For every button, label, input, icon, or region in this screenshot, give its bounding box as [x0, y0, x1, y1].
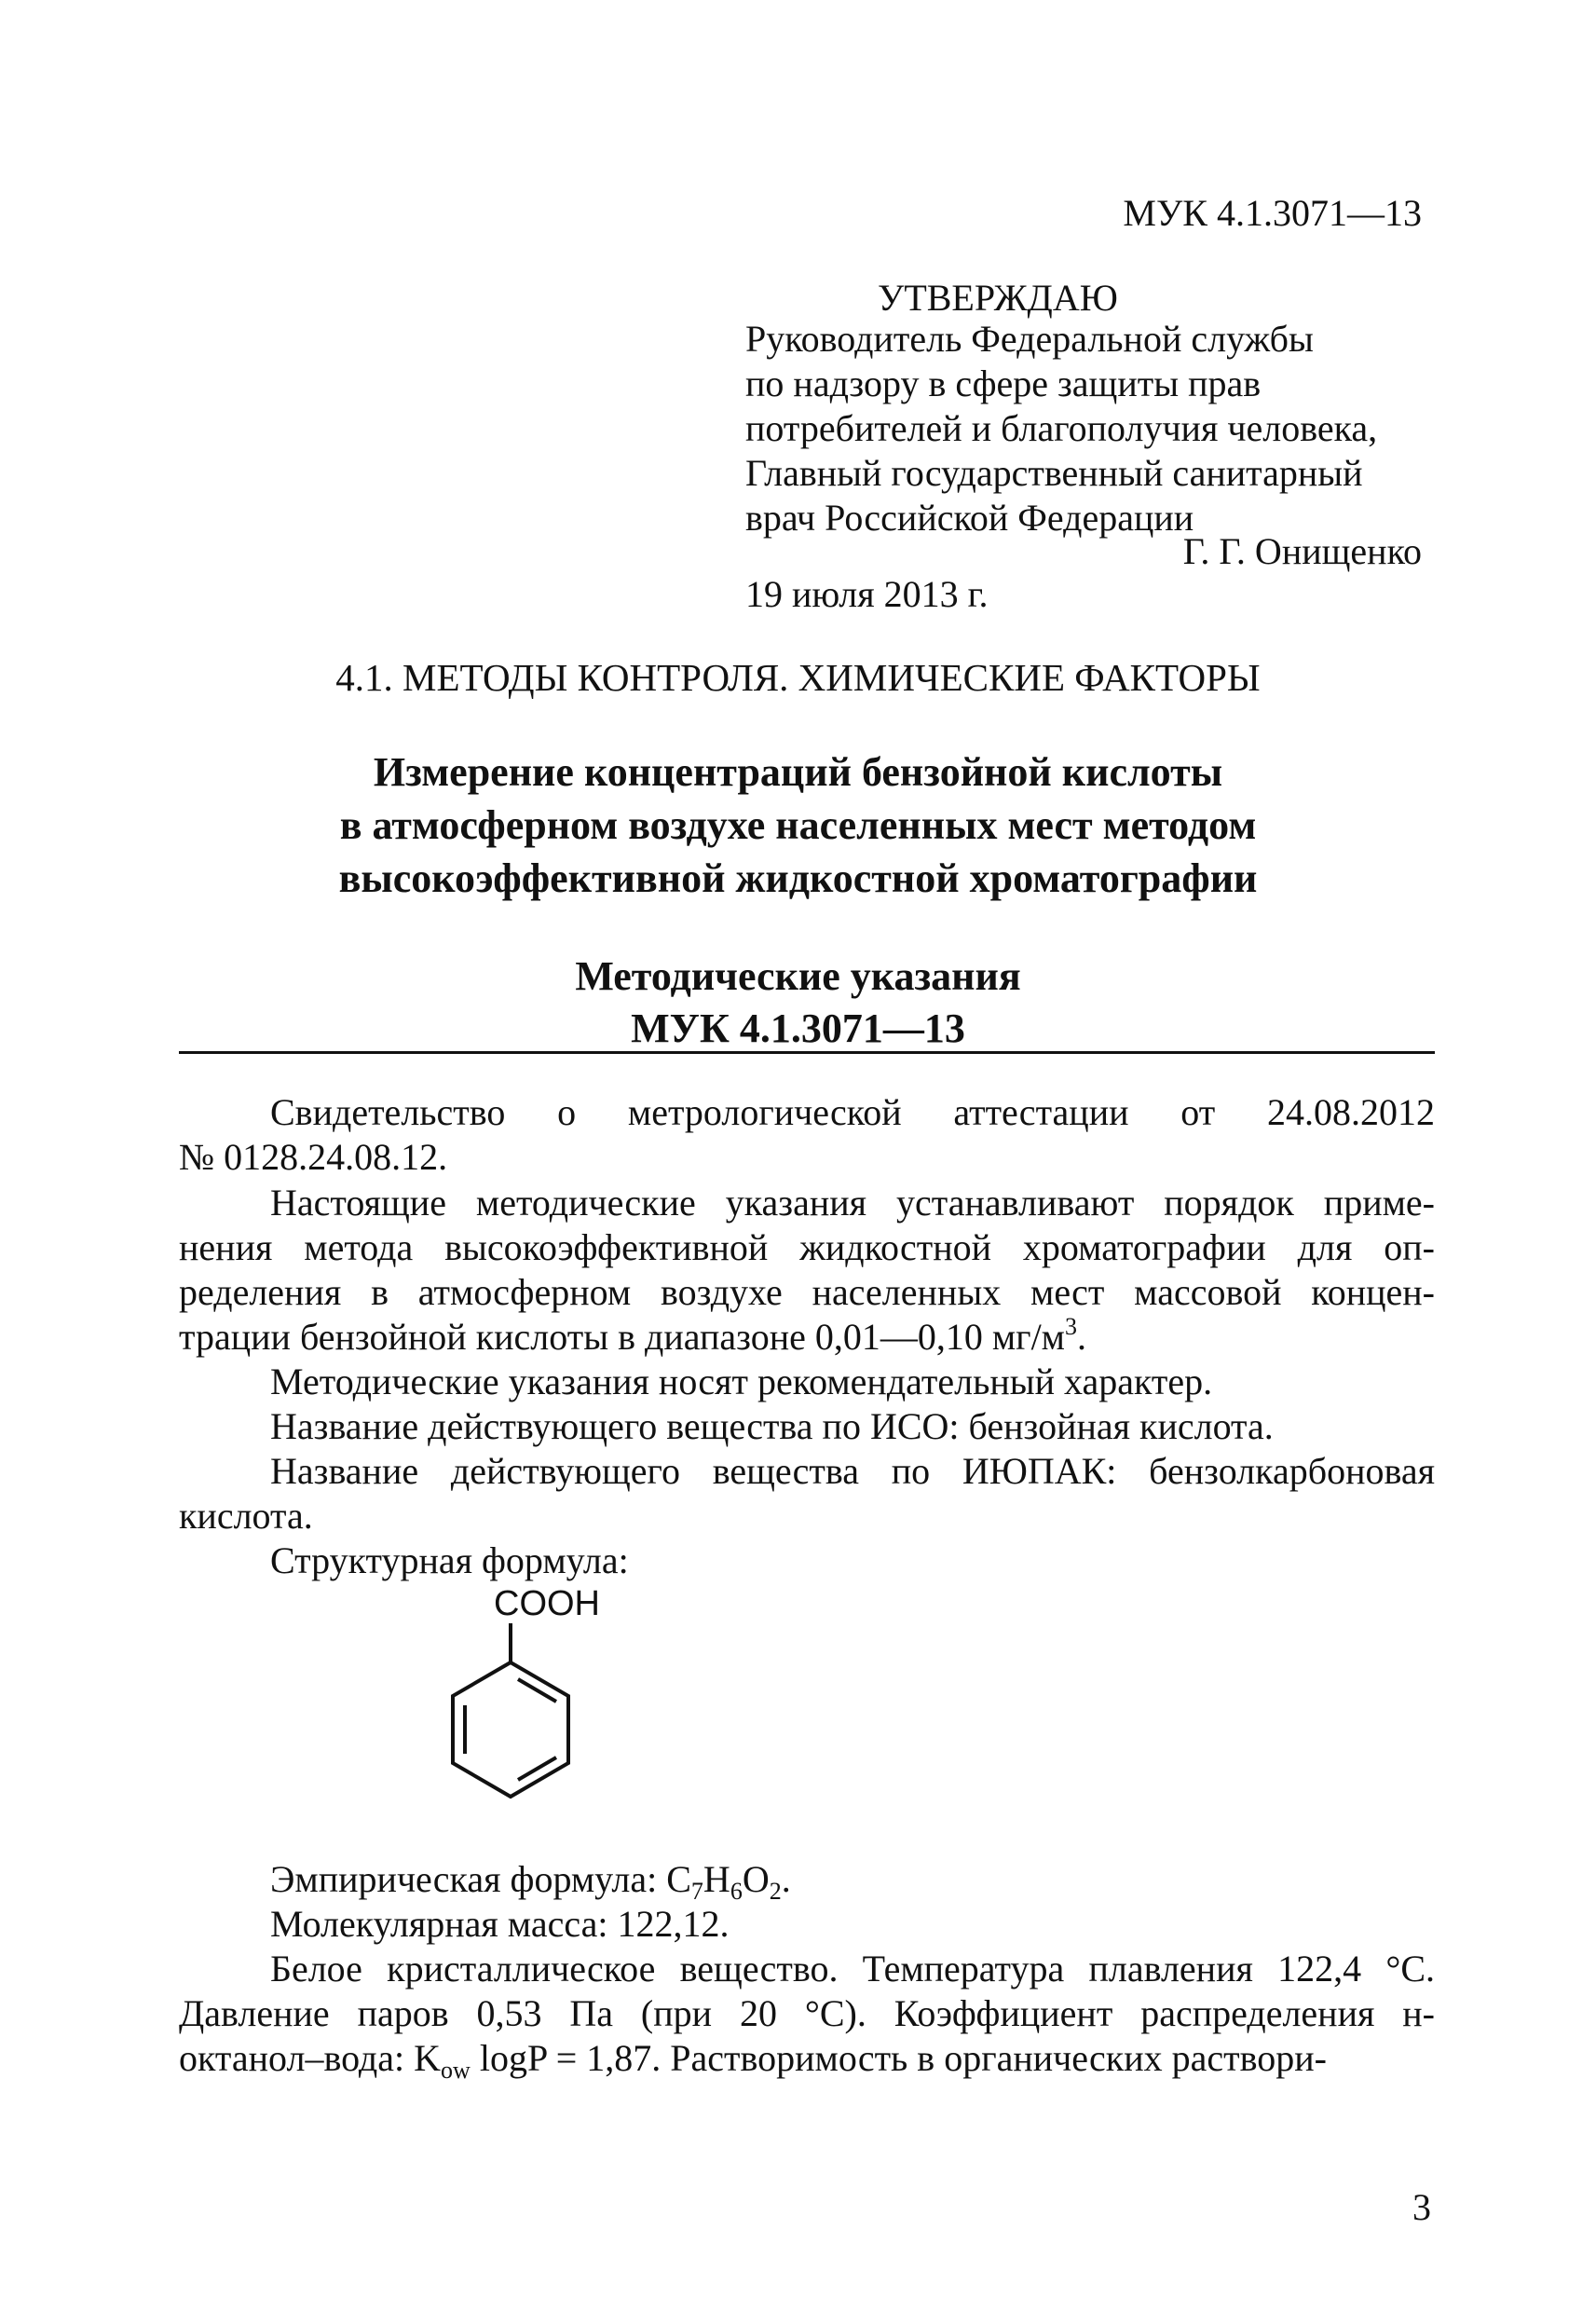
title-line: в атмосферном воздухе населенных мест методом	[339, 802, 1257, 848]
document-subtitle	[0, 950, 1596, 1055]
subtitle-line: МУК 4.1.3071—13	[631, 1005, 965, 1051]
recommendation-text: Методические указания носят рекомендательный характер.	[270, 1361, 1213, 1402]
properties-line	[179, 2036, 1435, 2084]
properties-text: logP = 1,87. Растворимость в органических раствори-	[470, 2037, 1327, 2079]
element-h-count: 6	[730, 1878, 743, 1905]
scope-end: .	[1077, 1316, 1086, 1358]
approval-position-line: Руководитель Федеральной службы	[745, 318, 1314, 360]
iso-name-text: Название действующего вещества по ИСО: бензойная кислота.	[270, 1405, 1274, 1447]
properties-line: Давление паров 0,53 Па (при 20 °C). Коэффициент распределения н-	[179, 1992, 1435, 2034]
iupac-name-continuation: кислота.	[179, 1495, 313, 1537]
approval-position-line: потребителей и благополучия человека,	[745, 407, 1378, 449]
title-line: высокоэффективной жидкостной хроматографии	[338, 855, 1258, 901]
scope-line: нения метода высокоэффективной жидкостной хроматографии для оп-	[179, 1226, 1435, 1268]
double-bond	[518, 1757, 556, 1780]
scope-line: Настоящие методические указания устанавливают порядок приме-	[270, 1182, 1435, 1224]
title-rule	[179, 1051, 1435, 1054]
scope-superscript: 3	[1065, 1313, 1077, 1340]
page-number: 3	[1412, 2186, 1431, 2228]
scope-line	[179, 1315, 1086, 1359]
empirical-formula-end: .	[781, 1858, 791, 1900]
empirical-formula-label: Эмпирическая формула:	[270, 1858, 667, 1900]
approval-signatory: Г. Г. Онищенко	[1182, 530, 1422, 572]
approval-word: УТВЕРЖДАЮ	[878, 277, 1118, 319]
section-heading: 4.1. МЕТОДЫ КОНТРОЛЯ. ХИМИЧЕСКИЕ ФАКТОРЫ	[335, 656, 1261, 699]
title-line: Измерение концентраций бензойной кислоты	[373, 749, 1223, 795]
element-c: C	[666, 1858, 691, 1900]
properties-line: Белое кристаллическое вещество. Температура плавления 122,4 °C.	[270, 1948, 1435, 1990]
approval-position-line: Главный государственный санитарный	[745, 452, 1363, 494]
document-title	[0, 745, 1596, 905]
double-bond	[518, 1679, 556, 1702]
scope-line: ределения в атмосферном воздухе населенных мест массовой концен-	[179, 1271, 1435, 1313]
element-o: O	[742, 1858, 770, 1900]
element-c-count: 7	[690, 1878, 703, 1905]
approval-position-line: по надзору в сфере защиты прав	[745, 362, 1262, 404]
subtitle-line: Методические указания	[575, 953, 1021, 999]
iupac-name-text: Название действующего вещества по ИЮПАК: бензолкарбоновая	[270, 1450, 1435, 1492]
structure-cooh-label: COOH	[494, 1584, 600, 1623]
benzene-ring-diagram	[429, 1621, 596, 1808]
certificate-number: № 0128.24.08.12.	[179, 1136, 448, 1178]
approval-position-line: врач Российской Федерации	[745, 497, 1194, 539]
element-h: H	[703, 1858, 730, 1900]
approval-date: 19 июля 2013 г.	[745, 573, 989, 615]
properties-text: октанол–вода: K	[179, 2037, 442, 2079]
approval-block	[745, 317, 1435, 540]
document-number: МУК 4.1.3071—13	[1123, 192, 1422, 234]
empirical-formula	[270, 1857, 791, 1905]
element-o-count: 2	[769, 1878, 782, 1905]
scope-text: трации бензойной кислоты в диапазоне 0,01—0,10 мг/м	[179, 1316, 1065, 1358]
certificate-line: Свидетельство о метрологической аттестации от 24.08.2012	[270, 1091, 1435, 1133]
structural-formula-label: Структурная формула:	[270, 1539, 629, 1581]
molar-mass: Молекулярная масса: 122,12.	[270, 1903, 730, 1945]
kow-subscript: ow	[441, 2057, 471, 2084]
benzene-ring	[453, 1662, 568, 1797]
